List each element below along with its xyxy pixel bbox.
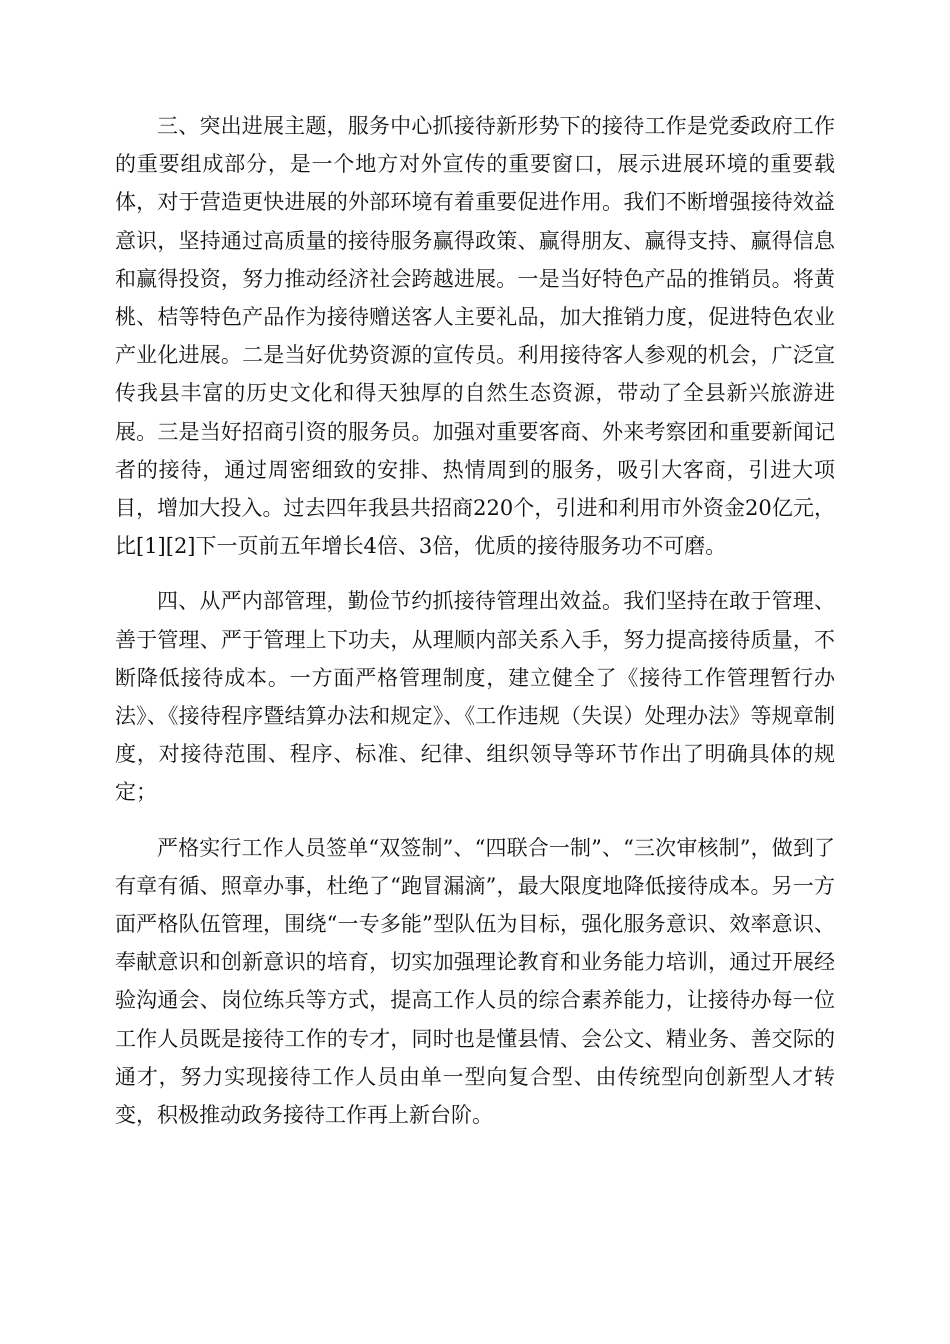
paragraph-strict-implementation: 严格实行工作人员签单“双签制”、“四联合一制”、“三次审核制”，做到了有章有循、照章办事，杜绝了“跑冒漏滴”，最大限度地降低接待成本。另一方面严格队伍管理，围绕“一专多能”型队伍为目标，强化服务意识、效率意识、奉献意识和创新意识的培育，切实加强理论教育和业务能力培训，通过开展经验沟通会、岗位练兵等方式，提高工作人员的综合素养能力，让接待办每一位工作人员既是接待工作的专才，同时也是懂县情、会公文、精业务、善交际的通才，努力实现接待工作人员由单一型向复合型、由传统型向创新型人才转变，积极推动政务接待工作再上新台阶。 <box>115 835 835 1128</box>
paragraph-three: 三、突出进展主题，服务中心抓接待新形势下的接待工作是党委政府工作的重要组成部分，是一个地方对外宣传的重要窗口，展示进展环境的重要载体，对于营造更快进展的外部环境有着重要促进作用。我们不断增强接待效益意识，坚持通过高质量的接待服务赢得政策、赢得朋友、赢得支持、赢得信息和赢得投资，努力推动经济社会跨越进展。一是当好特色产品的推销员。将黄桃、桔等特色产品作为接待赠送客人主要礼品，加大推销力度，促进特色农业产业化进展。二是当好优势资源的宣传员。利用接待客人参观的机会，广泛宣传我县丰富的历史文化和得天独厚的自然生态资源，带动了全县新兴旅游进展。三是当好招商引资的服务员。加强对重要客商、外来考察团和重要新闻记者的接待，通过周密细致的安排、热情周到的服务，吸引大客商，引进大项目，增加大投入。过去四年我县共招商220个，引进和利用市外资金20亿元，比[1][2]下一页前五年增长4倍、3倍，优质的接待服务功不可磨。 <box>115 114 835 559</box>
paragraph-four: 四、从严内部管理，勤俭节约抓接待管理出效益。我们坚持在敢于管理、善于管理、严于管理上下功夫，从理顺内部关系入手，努力提高接待质量，不断降低接待成本。一方面严格管理制度，建立健全了《接待工作管理暂行办法》、《接待程序暨结算办法和规定》、《工作违规（失误）处理办法》等规章制度，对接待范围、程序、标准、纪律、组织领导等环节作出了明确具体的规定； <box>115 589 835 805</box>
document-body <box>115 107 835 1134</box>
